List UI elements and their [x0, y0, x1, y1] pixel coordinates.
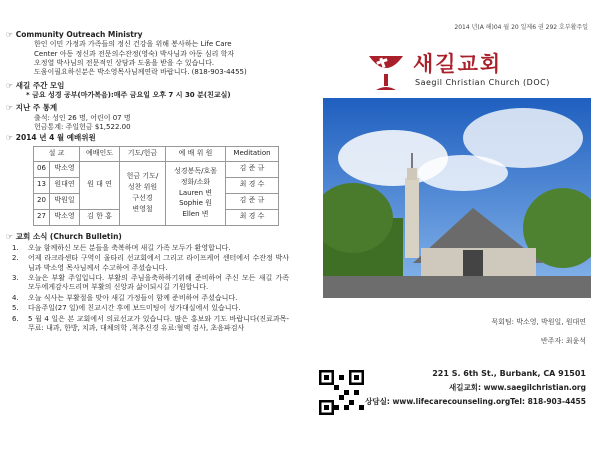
right-column [305, 0, 600, 464]
outreach-line: 오정열 박사님의 전문적인 상담과 도움을 받을 수 있습니다. [34, 59, 215, 67]
preacher-cell: 박소영 [50, 209, 80, 225]
column-header: Meditation [226, 146, 279, 161]
church-name-english: Saegil Christian Church (DOC) [415, 78, 550, 87]
preacher-cell: 원대연 [50, 177, 80, 193]
chalice-cross-icon [365, 50, 407, 94]
leader-cell: 김 한 홍 [80, 209, 120, 225]
outreach-line: 한인 이민 가정과 가족들의 정신 건강을 위해 봉사하는 Life Care [34, 40, 232, 49]
outreach-line: Center 아동 정신과 전문의수잔정(영숙) 박사님과 아동 심리 학자 [34, 49, 235, 58]
column-header: 설 교 [34, 146, 80, 161]
date-cell: 27 [34, 209, 50, 225]
stats-heading: ☞ 지난 주 통계 [6, 103, 58, 113]
meeting-item: * 금요 성경 공부(마가복음):매주 금요일 오후 7 시 30 분(친교실) [26, 91, 231, 99]
stats-body [6, 114, 289, 133]
list-item: 6. 5 월 4 일은 본 교회에서 의료선교가 있습니다. 많은 홍보와 기도 바랍니다(진료과목-무료: 내과, 한방, 치과, 대체의학 ,척추신경 유료:혈액 검사, 초음파검사 [12, 314, 289, 333]
outreach-heading: ☞ Community Outreach Ministry [6, 30, 143, 39]
worship-team-credits: 묵회팀: 박소영, 박원일, 원대연 [491, 318, 586, 326]
pointing-hand-icon: ☞ [6, 30, 13, 39]
pointing-hand-icon: ☞ [6, 80, 13, 90]
meditation-cell: 김 준 규 [226, 161, 279, 177]
attendance-text: 출석: 성인 26 명, 어린이 07 명 [34, 113, 131, 122]
pointing-hand-icon: ☞ [6, 133, 13, 143]
offering-text: 헌금통계: 주일헌금 $1,522.00 [34, 123, 131, 131]
church-logo [365, 50, 585, 95]
church-website[interactable]: 새길교회: www.saegilchristian.org [448, 383, 586, 392]
pointing-hand-icon: ☞ [6, 231, 13, 241]
qr-code-icon[interactable] [319, 370, 364, 415]
meeting-heading: ☞ 새길 주간 모임 [6, 80, 65, 90]
worship-roster-table [33, 146, 279, 226]
church-building-image [323, 98, 591, 298]
list-item: 4. 오늘 식사는 부활절을 맞아 새길 가정들이 함께 준비하여 주셨습니다. [12, 293, 238, 302]
outreach-body [6, 40, 289, 78]
list-item: 3. 오늘은 부활 주일입니다. 부활의 주님을축하하기위해 준비하여 주신 모든 새길 가족 모두에게감사드리며 부활의 신앙과 삶이되시길 기원합니다. [12, 274, 289, 292]
meditation-cell: 최 경 수 [226, 209, 279, 225]
roster-heading: ☞ 2014 년 4 월 예배위원 [6, 133, 96, 143]
list-item: 2. 어제 라크라센타 구역이 울타리 선교회에서 그리고 라이프케어 센터에서 수잔정 박사님과 박소영 목사님께서 수고하여 주셨습니다. [12, 254, 289, 272]
list-item: 1. 오늘 함께하신 모든 분들을 축복하며 새길 가족 모두가 환영합니다. [12, 243, 231, 252]
counseling-contact[interactable]: 상담실: www.lifecarecounseling.orgTel: 818-903-4455 [365, 397, 586, 406]
pointing-hand-icon: ☞ [6, 103, 13, 113]
column-header: 기도/헌금 [120, 146, 166, 161]
issue-dateline: 2014 년(A 해)04 월 20 일제6 권 292 호부활주일 [454, 24, 588, 31]
pianist-credit: 반주자: 최윤석 [540, 337, 586, 345]
left-column [6, 28, 289, 335]
meditation-cell: 최 경 수 [226, 177, 279, 193]
table-header-row [34, 146, 279, 161]
column-header: 예 배 위 원 [166, 146, 226, 161]
table-row [34, 161, 279, 177]
bulletin-heading: ☞ 교회 소식 (Church Bulletin) [6, 231, 122, 241]
outreach-line: 도움이필요하신분은 박소영목사님께연락 바랍니다. (818-903-4455) [34, 68, 247, 77]
list-item: 5. 다음주일(27 일)에 친교시간 후에 보드미팅이 성가대실에서 있습니다. [12, 304, 241, 313]
column-header: 예배인도 [80, 146, 120, 161]
meditation-cell: 김 준 규 [226, 193, 279, 209]
church-address: 221 S. 6th St., Burbank, CA 91501 [432, 369, 586, 378]
date-cell: 20 [34, 193, 50, 209]
date-cell: 13 [34, 177, 50, 193]
church-photo [323, 98, 591, 298]
preacher-cell: 박원일 [50, 193, 80, 209]
leader-cell: 원 대 연 [80, 161, 120, 209]
prayer-cell: 헌금 기도/ 성찬 위원 구선경 변영철 [120, 161, 166, 225]
worship-team-cell: 성경봉독/호몰 정화/소화 Lauren 변 Sophie 원 Ellen 변 [166, 161, 226, 225]
date-cell: 06 [34, 161, 50, 177]
church-name-korean: 새길교회 [413, 52, 503, 76]
bulletin-list [12, 244, 289, 334]
preacher-cell: 박소영 [50, 161, 80, 177]
